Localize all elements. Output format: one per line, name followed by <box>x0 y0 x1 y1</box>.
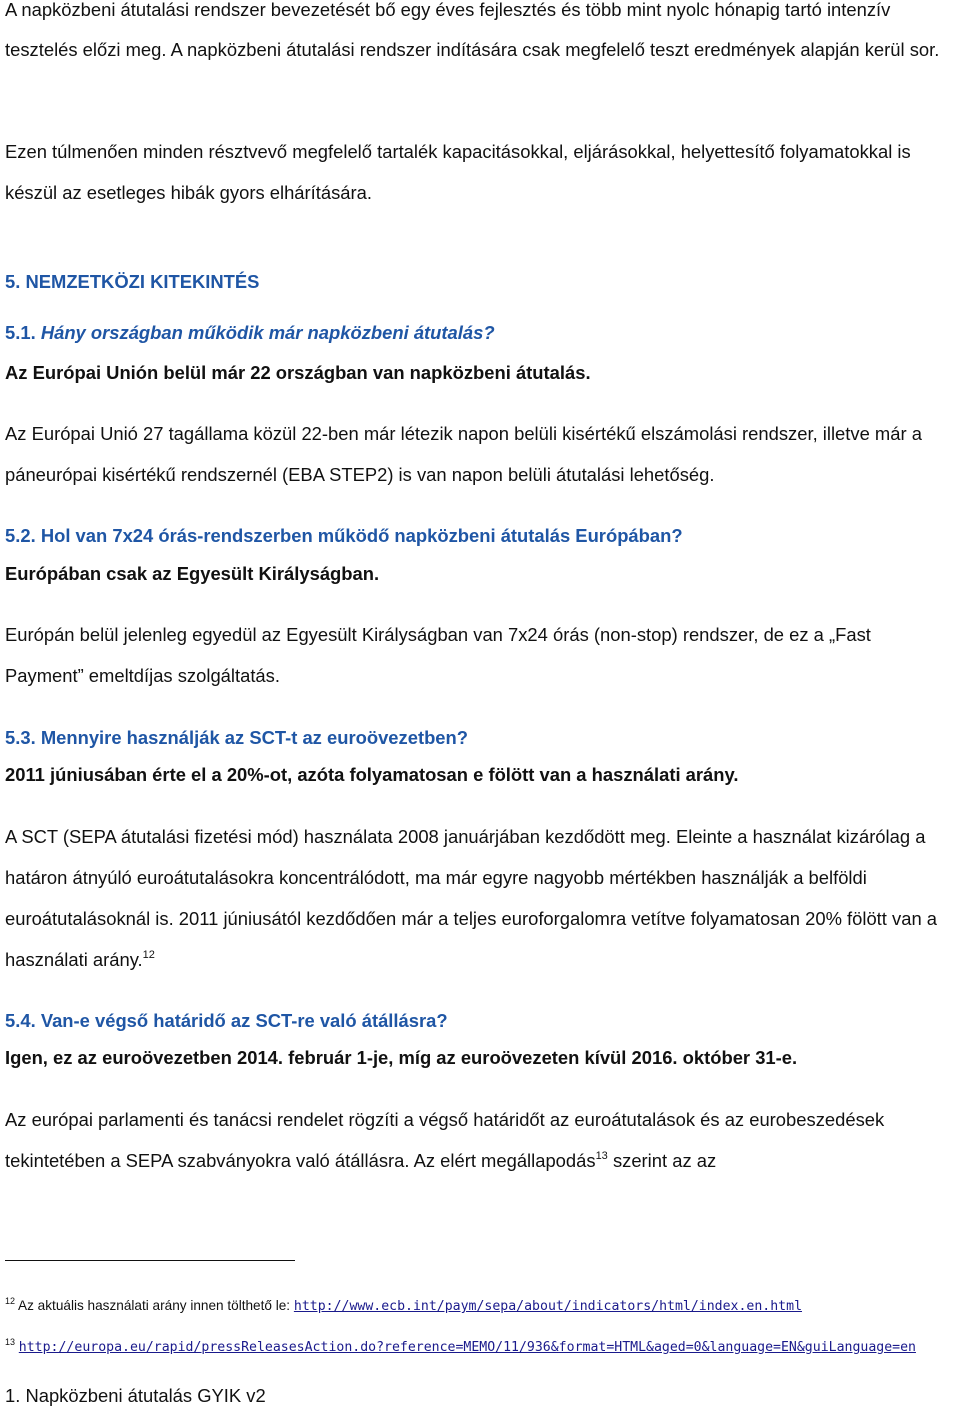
section-heading: 5. NEMZETKÖZI KITEKINTÉS <box>5 271 260 292</box>
paragraph-intro: A napközbeni átutalási rendszer bevezetését bő egy éves fejlesztés és több mint nyolc hónapig tartó intenzív tesztelés előzi meg. A napközbeni átutalási rendszer indítására csak megfelelő teszt eredmények alapján kerül sor. <box>5 0 940 60</box>
paragraph-5-4 <box>5 1099 946 1181</box>
paragraph-5-2: Európán belül jelenleg egyedül az Egyesült Királyságban van 7x24 órás (non-stop) rendszer, de ez a „Fast Payment” emeltdíjas szolgáltatás. <box>5 624 871 686</box>
answer-5-4: Igen, ez az euroövezetben 2014. február 1-je, míg az euroövezeten kívül 2016. október 31-e. <box>5 1047 798 1068</box>
footnote-ref: 12 <box>142 949 155 961</box>
question-text: Mennyire használják az SCT-t az euroövezetben? <box>40 727 468 748</box>
paragraph-backup: Ezen túlmenően minden résztvevő megfelelő tartalék kapacitásokkal, eljárásokkal, helyettesítő folyamatokkal is készül az esetleges hibák gyors elhárítására. <box>5 141 911 203</box>
paragraph-text: Az európai parlamenti és tanácsi rendelet rögzíti a végső határidőt az euroátutalások és az eurobeszedések tekintetében a SEPA szabványokra való átállásra. Az elért megállapodás <box>5 1109 885 1171</box>
footnote-12 <box>5 1297 956 1316</box>
answer-5-3: 2011 júniusában érte el a 20%-ot, azóta folyamatosan e fölött van a használati arány. <box>5 764 739 785</box>
answer-5-2: Európában csak az Egyesült Királyságban. <box>5 563 380 584</box>
question-text: Hány országban működik már napközbeni átutalás? <box>40 322 495 343</box>
paragraph-5-3 <box>5 816 946 980</box>
footnote-separator <box>5 1260 295 1261</box>
question-number: 5.2. <box>5 525 36 546</box>
question-heading-5-3 <box>5 726 946 750</box>
answer-5-1: Az Európai Unión belül már 22 országban van napközbeni átutalás. <box>5 362 591 383</box>
question-text: Van-e végső határidő az SCT-re való átállásra? <box>40 1010 448 1031</box>
question-heading-5-2 <box>5 524 946 548</box>
question-heading-5-1 <box>5 321 946 345</box>
page-footer: 1. Napközbeni átutalás GYIK v2 <box>5 1385 266 1406</box>
footnote-13 <box>5 1338 956 1357</box>
footnote-number: 13 <box>5 1337 16 1347</box>
footnote-number: 12 <box>5 1296 16 1306</box>
footnote-link[interactable]: http://www.ecb.int/paym/sepa/about/indicators/html/index.en.html <box>293 1299 803 1314</box>
footnote-ref: 13 <box>595 1150 608 1162</box>
paragraph-text: A SCT (SEPA átutalási fizetési mód) használata 2008 januárjában kezdődött meg. Eleinte a használat kizárólag a határon átnyúló euroátutalásokra koncentrálódott, ma már egyre nagyobb mértékben használják a belföldi euroátutalásoknál is. 2011 júniusától kezdődően már a teljes euroforgalomra vetítve folyamatosan 20% fölött van a használati arány. <box>5 826 938 970</box>
question-number: 5.3. <box>5 727 36 748</box>
footnote-text: Az aktuális használati arány innen tölthető le: <box>18 1298 291 1313</box>
footnote-link[interactable]: http://europa.eu/rapid/pressReleasesAction.do?reference=MEMO/11/936&format=HTML&aged=0&language=EN&guiLanguage=en <box>18 1340 916 1355</box>
paragraph-text-continued: szerint az az <box>612 1150 717 1171</box>
question-text: Hol van 7x24 órás-rendszerben működő napközbeni átutalás Európában? <box>40 525 683 546</box>
question-number: 5.1. <box>5 322 36 343</box>
question-number: 5.4. <box>5 1010 36 1031</box>
paragraph-5-1: Az Európai Unió 27 tagállama közül 22-ben már létezik napon belüli kisértékű elszámolási rendszer, illetve már a páneurópai kisértékű rendszernél (EBA STEP2) is van napon belüli átutalási lehetőség. <box>5 423 922 485</box>
question-heading-5-4 <box>5 1009 946 1033</box>
